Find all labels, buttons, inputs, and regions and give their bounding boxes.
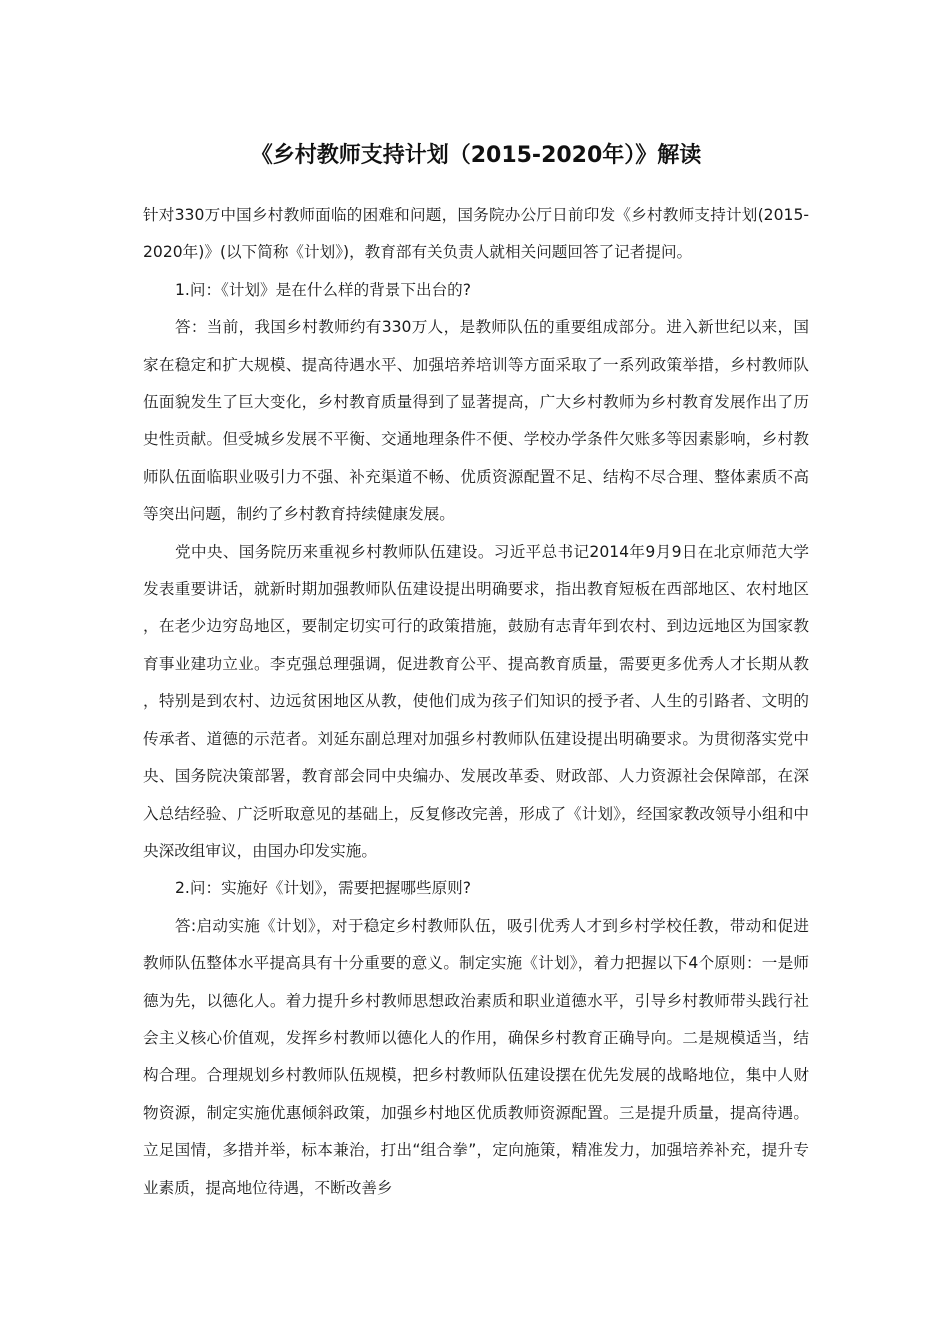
document-body	[143, 197, 809, 1207]
intro-paragraph: 针对330万中国乡村教师面临的困难和问题，国务院办公厅日前印发《乡村教师支持计划(2015-2020年)》(以下简称《计划》)，教育部有关负责人就相关问题回答了记者提问。	[143, 206, 809, 262]
question-2: 2.问：实施好《计划》，需要把握哪些原则?	[175, 879, 472, 898]
question-1: 1.问：《计划》是在什么样的背景下出台的?	[175, 280, 472, 299]
document-title: 《乡村教师支持计划（2015-2020年）》解读	[250, 143, 702, 168]
answer-2-paragraph-1: 答:启动实施《计划》，对于稳定乡村教师队伍，吸引优秀人才到乡村学校任教，带动和促进教师队伍整体水平提高具有十分重要的意义。制定实施《计划》，着力把握以下4个原则：一是师德为先，以德化人。着力提升乡村教师思想政治素质和职业道德水平，引导乡村教师带头践行社会主义核心价值观，发挥乡村教师以德化人的作用，确保乡村教育正确导向。二是规模适当，结构合理。合理规划乡村教师队伍规模，把乡村教师队伍建设摆在优先发展的战略地位，集中人财物资源，制定实施优惠倾斜政策，加强乡村地区优质教师资源配置。三是提升质量，提高待遇。立足国情，多措并举，标本兼治，打出“组合拳”，定向施策，精准发力，加强培养补充，提升专业素质，提高地位待遇，不断改善乡	[143, 916, 809, 1197]
answer-1-paragraph-2: 党中央、国务院历来重视乡村教师队伍建设。习近平总书记2014年9月9日在北京师范大学发表重要讲话，就新时期加强教师队伍建设提出明确要求，指出教育短板在西部地区、农村地区，在老少边穷岛地区，要制定切实可行的政策措施，鼓励有志青年到农村、到边远地区为国家教育事业建功立业。李克强总理强调，促进教育公平、提高教育质量，需要更多优秀人才长期从教，特别是到农村、边远贫困地区从教，使他们成为孩子们知识的授予者、人生的引路者、文明的传承者、道德的示范者。刘延东副总理对加强乡村教师队伍建设提出明确要求。为贯彻落实党中央、国务院决策部署，教育部会同中央编办、发展改革委、财政部、人力资源社会保障部，在深入总结经验、广泛听取意见的基础上，反复修改完善，形成了《计划》，经国家教改领导小组和中央深改组审议，由国办印发实施。	[143, 542, 809, 860]
answer-1-paragraph-1: 答：当前，我国乡村教师约有330万人，是教师队伍的重要组成部分。进入新世纪以来，国家在稳定和扩大规模、提高待遇水平、加强培养培训等方面采取了一系列政策举措，乡村教师队伍面貌发生了巨大变化，乡村教育质量得到了显著提高，广大乡村教师为乡村教育发展作出了历史性贡献。但受城乡发展不平衡、交通地理条件不便、学校办学条件欠账多等因素影响，乡村教师队伍面临职业吸引力不强、补充渠道不畅、优质资源配置不足、结构不尽合理、整体素质不高等突出问题，制约了乡村教育持续健康发展。	[143, 318, 809, 524]
